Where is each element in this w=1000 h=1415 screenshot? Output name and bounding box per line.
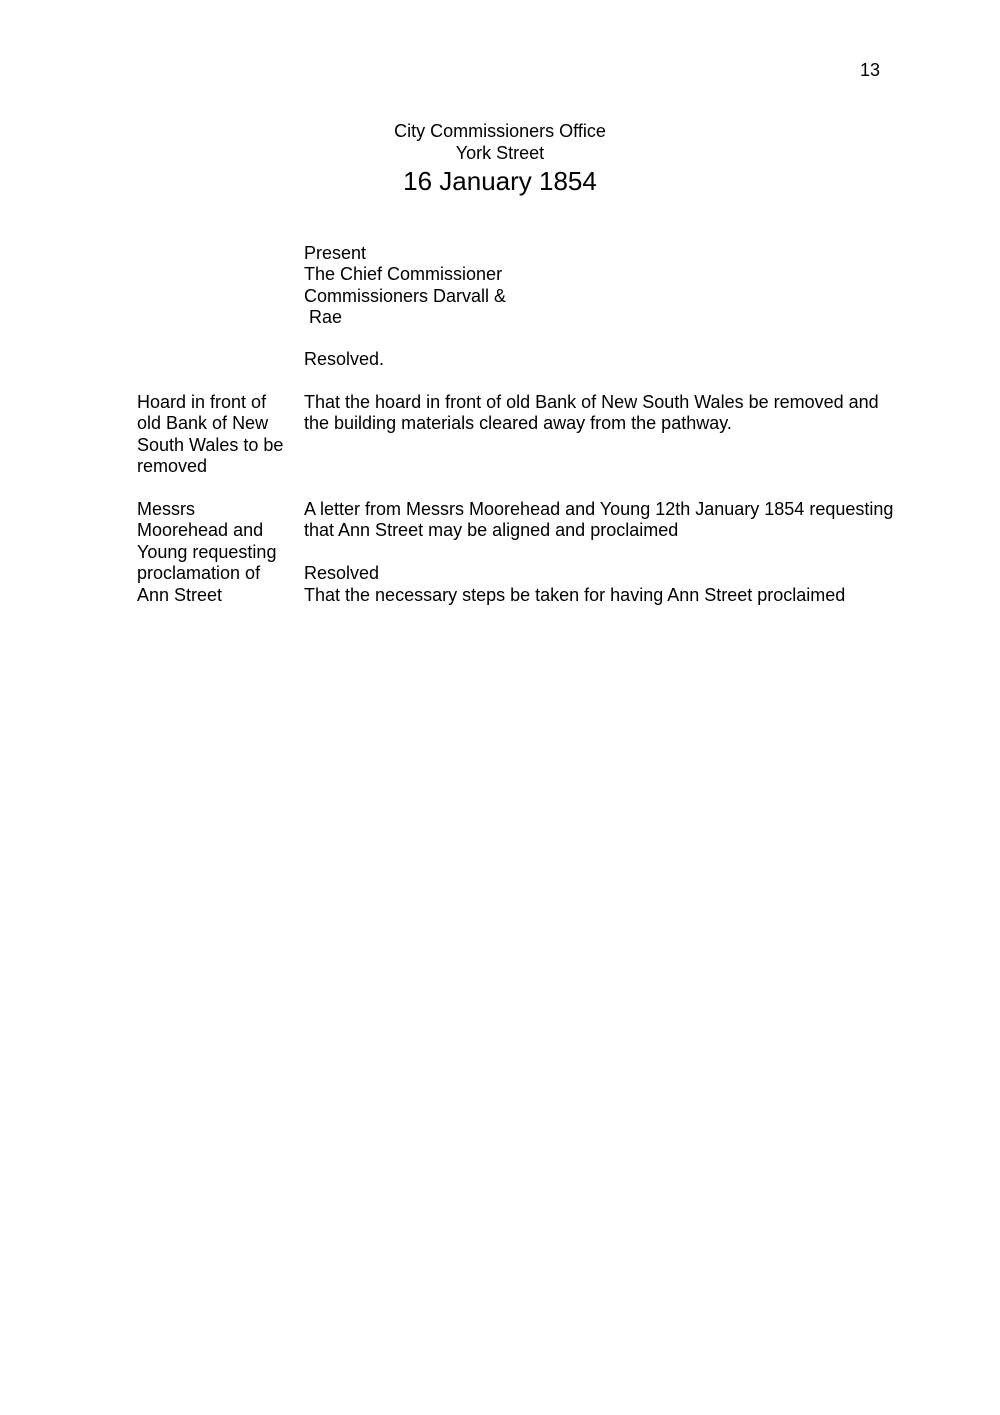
margin-note (137, 499, 297, 606)
resolution-line: the building materials cleared away from the pathway. (304, 413, 732, 434)
letter-line: that Ann Street may be aligned and proclaimed (304, 520, 679, 541)
margin-note-line: removed (137, 456, 208, 477)
margin-note-line: Messrs (137, 499, 195, 519)
attendee-commissioners: Commissioners Darvall & (304, 285, 507, 306)
resolved-heading: Resolved. (304, 349, 385, 369)
margin-note (137, 392, 297, 478)
minute-body (304, 392, 924, 435)
resolution-line: That the necessary steps be taken for having Ann Street proclaimed (304, 584, 846, 605)
margin-note-line: Hoard in front of (137, 392, 267, 412)
margin-note-line: South Wales to be (137, 434, 284, 455)
letter-line: A letter from Messrs Moorehead and Young 12th January 1854 requesting (304, 499, 894, 519)
minute-body (304, 499, 924, 606)
resolved-label: Resolved (304, 563, 380, 584)
attendance-list (304, 243, 904, 329)
present-heading: Present (304, 243, 367, 263)
street-name: York Street (455, 142, 545, 163)
meeting-date: 16 January 1854 (403, 166, 597, 196)
page-number: 13 (859, 60, 880, 80)
margin-note-line: Ann Street (137, 584, 223, 605)
resolution-line: That the hoard in front of old Bank of New South Wales be removed and (304, 392, 879, 412)
margin-note-line: old Bank of New (137, 413, 269, 434)
minutes-header (300, 121, 700, 197)
margin-note-line: Moorehead and (137, 520, 264, 541)
paragraph-gap (304, 542, 924, 563)
margin-note-line: Young requesting (137, 541, 277, 562)
attendee-commissioners-continued: Rae (304, 307, 343, 328)
office-name: City Commissioners Office (394, 121, 606, 141)
margin-note-line: proclamation of (137, 563, 261, 584)
attendee-chief-commissioner: The Chief Commissioner (304, 264, 503, 285)
